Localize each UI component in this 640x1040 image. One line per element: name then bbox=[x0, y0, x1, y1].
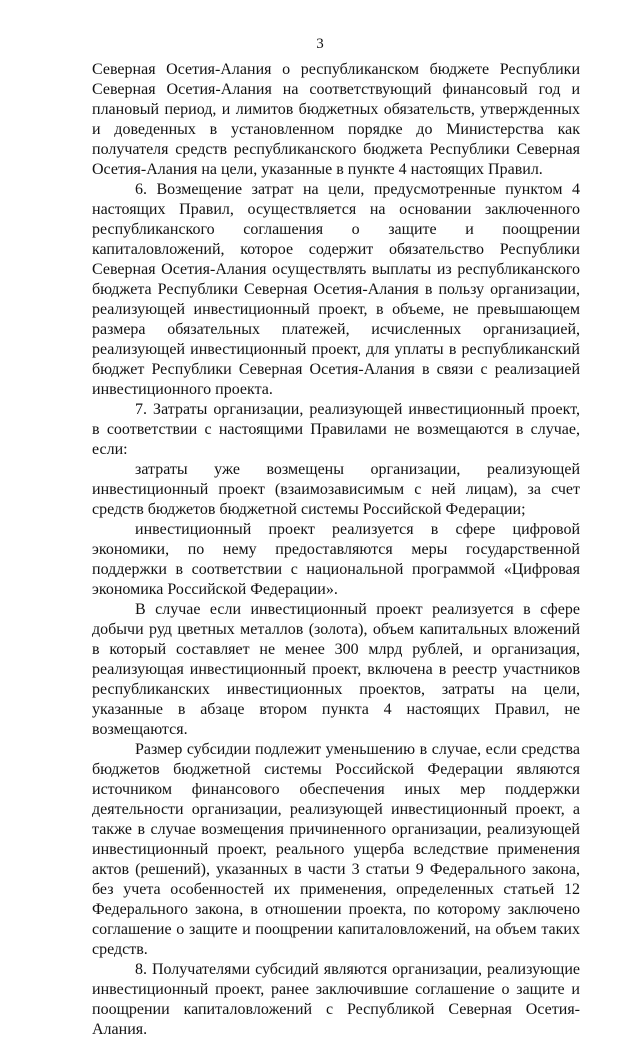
paragraph-item-8: 8. Получателями субсидий являются организации, реализующие инвестиционный проект, ранее заключившие соглашение о защите и поощрении капиталовложений с Республикой Северная Осетия-Алания. bbox=[92, 961, 580, 1038]
paragraph-item-7-case-2: инвестиционный проект реализуется в сфере цифровой экономики, по нему предоставляются меры государственной поддержки в соответствии с национальной программой «Цифровая экономика Российской Федерации». bbox=[92, 521, 580, 598]
paragraph-continuation: Северная Осетия-Алания о республиканском бюджете Республики Северная Осетия-Алания на соответствующий финансовый год и плановый период, и лимитов бюджетных обязательств, утвержденных и доведенных в установленном порядке до Министерства как получателя средств республиканского бюджета Республики Северная Осетия-Алания на цели, указанные в пункте 4 настоящих Правил. bbox=[92, 61, 580, 178]
paragraph-item-7: 7. Затраты организации, реализующей инвестиционный проект, в соответствии с настоящими Правилами не возмещаются в случае, если: bbox=[92, 401, 580, 458]
paragraph-mining-exception: В случае если инвестиционный проект реализуется в сфере добычи руд цветных металлов (золота), объем капитальных вложений в который составляет не менее 300 млрд рублей, и организация, реализующая инвестиционный проект, включена в реестр участников республиканских инвестиционных проектов, затраты на цели, указанные в абзаце втором пункта 4 настоящих Правил, не возмещаются. bbox=[92, 601, 580, 738]
page-number: 3 bbox=[316, 36, 324, 52]
document-body bbox=[92, 60, 580, 1040]
paragraph-item-7-case-1: затраты уже возмещены организации, реализующей инвестиционный проект (взаимозависимым с ней лицам), за счет средств бюджетов бюджетной системы Российской Федерации; bbox=[92, 461, 580, 518]
paragraph-subsidy-reduction: Размер субсидии подлежит уменьшению в случае, если средства бюджетов бюджетной системы Российской Федерации являются источником финансового обеспечения иных мер поддержки деятельности организации, реализующей инвестиционный проект, а также в случае возмещения причиненного организации, реализующей инвестиционный проект, реального ущерба вследствие применения актов (решений), указанных в части 3 статьи 9 Федерального закона, без учета особенностей их применения, определенных статьей 12 Федерального закона, в отношении проекта, по которому заключено соглашение о защите и поощрении капиталовложений, на объем таких средств. bbox=[92, 741, 580, 958]
paragraph-item-6: 6. Возмещение затрат на цели, предусмотренные пунктом 4 настоящих Правил, осуществляется на основании заключенного республиканского соглашения о защите и поощрении капиталовложений, которое содержит обязательство Республики Северная Осетия-Алания осуществлять выплаты из республиканского бюджета Республики Северная Осетия-Алания в пользу организации, реализующей инвестиционный проект, в объеме, не превышающем размера обязательных платежей, исчисленных организацией, реализующей инвестиционный проект, для уплаты в республиканский бюджет Республики Северная Осетия-Алания в связи с реализацией инвестиционного проекта. bbox=[92, 181, 580, 398]
